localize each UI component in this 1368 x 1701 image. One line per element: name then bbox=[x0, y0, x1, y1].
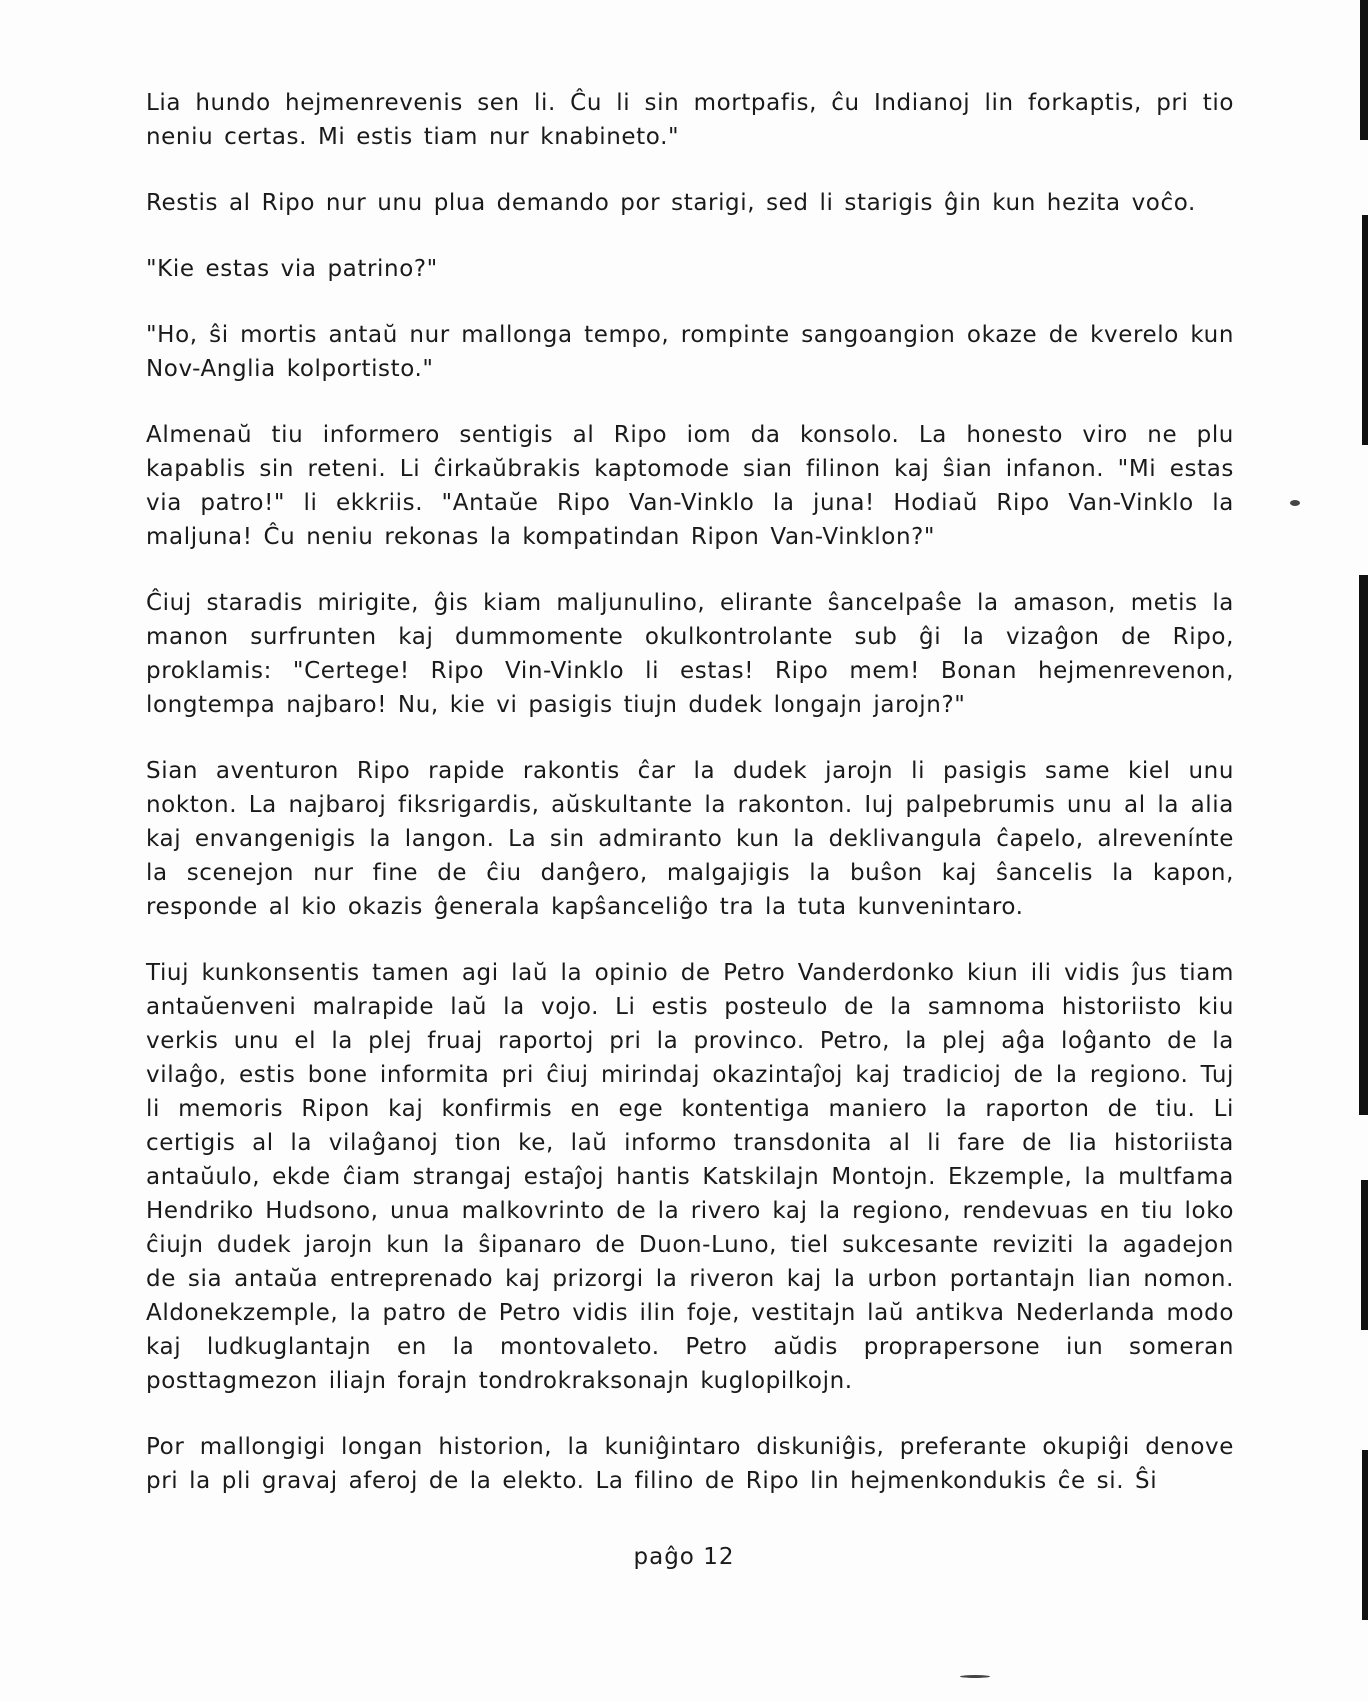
scan-edge-mark bbox=[1359, 575, 1368, 1115]
paragraph-1: Lia hundo hejmenrevenis sen li. Ĉu li sin mortpafis, ĉu Indianoj lin forkaptis, pri tio neniu certas. Mi estis tiam nur knabineto." bbox=[146, 90, 1234, 150]
scan-edge-mark bbox=[1360, 0, 1368, 140]
scan-edge-mark bbox=[1361, 1180, 1368, 1330]
scan-edge-mark bbox=[1362, 1450, 1368, 1620]
paragraph-9: Por mallongigi longan historion, la kuniĝintaro diskuniĝis, preferante okupiĝi denove pri la pli gravaj aferoj de la elekto. La filino de Ripo lin hejmenkondukis ĉe si. Ŝi bbox=[146, 1434, 1234, 1494]
page-number: paĝo 12 bbox=[633, 1544, 735, 1570]
scan-speck bbox=[1290, 500, 1300, 506]
paragraph-7: Sian aventuron Ripo rapide rakontis ĉar la dudek jarojn li pasigis same kiel unu nokton. La najbaroj fiksrigardis, aŭskultante la rakonton. Iuj palpebrumis unu al la alia kaj envangenigis la langon. La sin admiranto kun la deklivangula ĉapelo, alrevenínte la scenejon nur fine de ĉiu danĝero, malgajigis la buŝon kaj ŝancelis la kapon, responde al kio okazis ĝenerala kapŝanceliĝo tra la tuta kunvenintaro. bbox=[146, 758, 1234, 920]
paragraph-3: "Kie estas via patrino?" bbox=[146, 256, 438, 282]
paragraph-2: Restis al Ripo nur unu plua demando por starigi, sed li starigis ĝin kun hezita voĉo. bbox=[146, 190, 1196, 216]
scan-edge-mark bbox=[1362, 215, 1368, 445]
paragraph-8: Tiuj kunkonsentis tamen agi laŭ la opinio de Petro Vanderdonko kiun ili vidis ĵus tiam antaŭenveni malrapide laŭ la vojo. Li estis posteulo de la samnoma historiisto kiu verkis unu el la plej fruaj raportoj pri la provinco. Petro, la plej aĝa loĝanto de la vilaĝo, estis bone informita pri ĉiuj mirindaj okazintaĵoj kaj tradicioj de la regiono. Tuj li memoris Ripon kaj konfirmis en ege kontentiga maniero la raporton de tiu. Li certigis al la vilaĝanoj tion ke, laŭ informo transdonita al li fare de lia historiista antaŭulo, ekde ĉiam strangaj estaĵoj hantis Katskilajn Montojn. Ekzemple, la multfama Hendriko Hudsono, unua malkovrinto de la rivero kaj la regiono, rendevuas en tiu loko ĉiujn dudek jarojn kun la ŝipanaro de Duon-Luno, tiel sukcesante reviziti la agadejon de sia antaŭa entreprenado kaj prizorgi la riveron kaj la urbon portantajn lian nomon. Aldonekzemple, la patro de Petro vidis ilin foje, vestitajn laŭ antikva Nederlanda modo kaj ludkuglantajn en la montovaleto. Petro aŭdis proprapersone iun someran posttagmezon iliajn forajn tondrokraksonajn kuglopilkojn. bbox=[146, 960, 1234, 1394]
paragraph-5: Almenaŭ tiu informero sentigis al Ripo iom da konsolo. La honesto viro ne plu kapablis sin reteni. Li ĉirkaŭbrakis kaptomode sian filinon kaj ŝian infanon. "Mi estas via patro!" li ekkriis. "Antaŭe Ripo Van-Vinklo la juna! Hodiaŭ Ripo Van-Vinklo la maljuna! Ĉu neniu rekonas la kompatindan Ripon Van-Vinklon?" bbox=[146, 422, 1234, 550]
paragraph-6: Ĉiuj staradis mirigite, ĝis kiam maljunulino, elirante ŝancelpaŝe la amason, metis la manon surfrunten kaj dummomente okulkontrolante sub ĝi la vizaĝon de Ripo, proklamis: "Certege! Ripo Vin-Vinklo li estas! Ripo mem! Bonan hejmenrevenon, longtempa najbaro! Nu, kie vi pasigis tiujn dudek longajn jarojn?" bbox=[146, 590, 1234, 718]
paragraph-4: "Ho, ŝi mortis antaŭ nur mallonga tempo, rompinte sangoangion okaze de kverelo kun Nov-Anglia kolportisto." bbox=[146, 322, 1234, 382]
body-text bbox=[146, 86, 1234, 1530]
scan-speck bbox=[960, 1675, 990, 1678]
